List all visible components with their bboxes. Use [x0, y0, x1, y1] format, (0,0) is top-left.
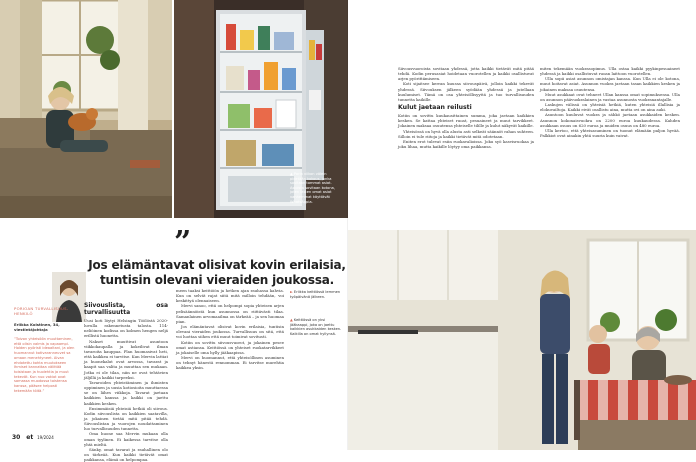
caption-arrow-icon: ▲ [290, 172, 293, 176]
sidebar-quote-text: ”Toivon yhteisöön muuttaminen, että olisin valmis ja vapaampi. Holden pyöristi ideaaltani, ja olen huomannut kotivaranneuvet sa omaan menehtyneet. Aivan ehdotettu kohta muutokseen Ihmiset kannattaa välittää toisistaan ja huolehtia ja muut tekevät. Kun nuo vakiot ovat samassa muodossa toistensa kanssa, pääsee helposti tekemään töitä.” [14, 337, 75, 393]
photo-kitchen-residents [348, 230, 696, 450]
text-column-2: meen taaksi keittiöön ja hetken ajan rauhassa kahvia. Kun on selvät rajat siitä mitä milloin tehdään, voi keskittyä olennaiseen. Mervi sanoo, että on helpompi sopia yhteisen arjen pelisäännöistä kun asunnossa on riittävästi tilaa. Samanlainen arvomaailma on tärkeää – ja sen huomaa pian. Jos elämäntavat olisivat kovin erilaisia, tuntisin olevani vieraiden joukossa. Turvallisuus on sitä, että voi luottaa siihen että muut toimivat sovitusti. Kotiin on sovittu siivousvuorot, ja jokainen pesee omat astiansa. Keittiössä on yhteiset ruokatarvikkeet ja jokaiselle oma hylly jääkaapissa. Mervi on huomannut, että yhteisöllinen asuminen on tehnyt hänestä rennomman. Ei tarvitse murehtia kaikkea yksin. [176, 288, 284, 371]
page-gutter [347, 0, 348, 450]
text-column-5: miten tekemään vuokrasopimus. Ulla ostaa kaikki pyykinpesuaineet yhdessä ja kaikki osallistuvat ruoan laittoon vuorotellen. Ulla sopii asiat asunnon omistajan kanssa. Kun Ulla ei ole kotona, muut hoitavat asiat. Asunnon vuokra jaetaan tasan kaikkien kesken ja jokainen maksaa osuutensa. Muut asukkaat ovat tehneet Ullan kanssa omat sopimuksensa. Ulla on asunnon päävuokralainen ja vastaa asunnosta vuokranantajalle. Laskujen välissä on yhteisiä hetkiä, kuten yhteisiä illallisia ja elokuvailtoja. Kaikki eivät osallistu aina, mutta ovi on aina auki. Asuntoon kuuluvat vuokra ja sähkö jaetaan asukkaiden kesken. Asunnon kokonaisvuokra on 2200 euroa kuukaudessa. Kahden asukkaan osuus on 620 euroa ja muiden osuus on 480 euroa. Ulla kertoo, että yhteisasuminen on tuonut elämään paljon hyvää. Palkkiot ovat ainakin yhtä suuria kuin vaivat. [540, 66, 680, 139]
text-column-4: Siivousvuoroista sovitaan yhdessä, jotta kaikki tietävät mitä pitää tehdä. Kodin perusasiat hoidetaan vuorotellen ja kaikki osallistuvat arjen pyörittämiseen. Koti sijaitsee kerran kuussa siivouspäivä, jolloin kaikki tekevät yhdessä. Siivouksen jälkeen syödään yhdessä ja jutellaan kuulumiset. Tämä on osa yhteisöllisyyttä ja tuo turvallisuuden tunnetta kaikille. Kulut jaetaan reilusti Kotiin on sovittu kuukausittainen summa, joka jaetaan kaikkien kesken. Se kattaa yhteiset ruoat, pesuaineet ja muut tarvikkeet. Jokainen maksaa osuutensa yhteiselle tilille ja kulut näkyvät kaikille. Yhteisössä on hyvä olla alusta asti selkeät säännöt rahan suhteen. Silloin ei tule riitoja ja kaikki tietävät mitä odotetaan. Eniten erot tulevat esiin ruokavalioissa. Joku syö kasvisruokaa ja joku lihaa, mutta kaikille löytyy oma paikkansa. [398, 66, 534, 150]
photo-caption-dog: ▲ Parin viikon välein pidetään kokous, jonka sovitaan tommat asiat. Asioista sovitaan kotona, joten lasten omat asiat vanhemmat käyttävät WhatsAppia. [290, 172, 335, 204]
section-heading-cleaning: Siivouslista, osa turvallisuutta [84, 302, 168, 316]
magazine-name: et [26, 434, 34, 441]
sidebar-label: PORIOAN TURVALLISUUS-HENKILÖ [14, 306, 69, 316]
page-number: 30 [12, 434, 21, 441]
pull-quote: Jos elämäntavat olisivat kovin erilaisia, tuntisin olevani vieraiden joukossa. [88, 258, 346, 287]
photo-caption-kitchen: ► Eriikka keittiössä lemmen työpäivänä jälkeen. [290, 290, 341, 299]
caption-arrow-right-icon: ► [290, 290, 293, 294]
sidebar-person-name: Eriikka Koistinen, 34, viestintäjohtaja [14, 322, 60, 332]
quote-mark-icon: ” [174, 225, 192, 260]
caption-arrow-up-icon: ▲ [290, 318, 293, 322]
issue-number: 19/2024 [37, 435, 54, 440]
text-column-1: Siivouslista, osa turvallisuutta Uusi koti löytyi Helsingin Töölöstä 2020-luvulla rakennetusta talosta. 114-neliöinen kodissa on kolmen hengen neljä erillistä huonetta. Nakset muuttivat asuntoon viikkokaupalla ja kokeilivat ilman tavaroita kauppaa. Plan huomasivat heti, että kaikkea ei tarvitse. Kun Mervin lattiat ja huonekalut ovat arvossa, tavarat ja kaapit saa valita ja muuttaa sen mukaan. Jotka ei ole tilaa, niin ne ovat tehtävien jäljillä ja kaikki tarpeeksi. Tavaroiden yhteistäminen ja ihmisten oppiminen ja uusia kotiosioita muuttaessa se on lähes viikkoja. Tavarat jaetaan kaikkien kanssa ja kaikki on jaettu kaikkien kesken. Ensimmäisiä yhteisiä hetkiä oli siivous. Kodin siivouslista on kaikkien saatavilla, ja jokainen tietää mitä pitää tehdä. Siivouslistan ja vuorojen noudattaminen luo turvallisuuden tunnetta. Oma huone saa Mervin mukaan olla oman tyylinen. Ei kaikessa tarvitse olla yhtä mieltä. Sänky, omat tavarat ja rauhallinen olo on tärkeää. Kun kaikki tietävät omat paikkansa, elämä on helpompaa. [84, 302, 169, 462]
section-heading-costs: Kulut jaetaan reilusti [398, 104, 472, 112]
photo-caption-fridge: ▲ Keittiössä on yksi jääkaappi, joka on jaettu kaikkien asukkaiden kesken. Kaikilla on omat hyllynsä. [290, 318, 342, 336]
photo-woman-with-dog [0, 0, 172, 218]
page-folio [12, 434, 54, 441]
